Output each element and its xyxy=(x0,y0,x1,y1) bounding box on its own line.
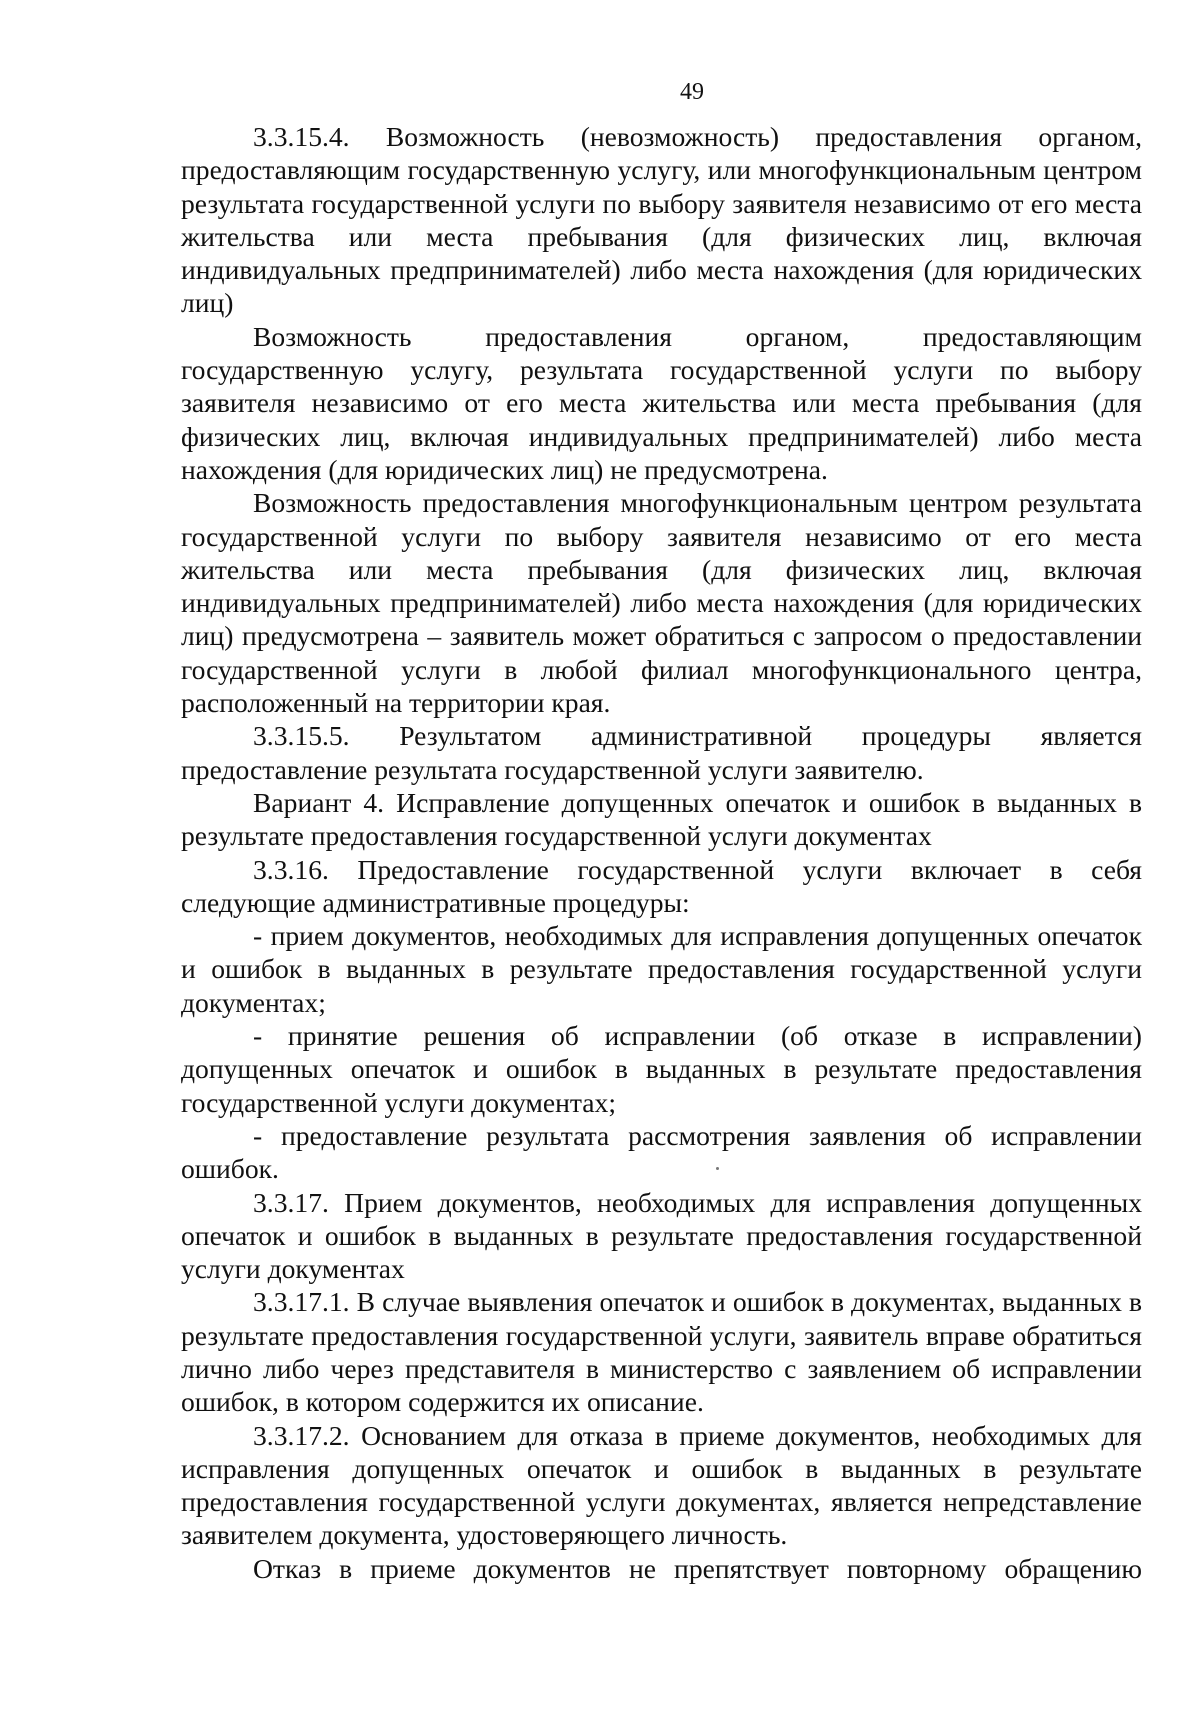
variant-4-heading: Вариант 4. Исправление допущенных опечаток и ошибок в выданных в результате предоставления государственной услуги документах xyxy=(181,786,1142,852)
paragraph-refusal-continued: Отказ в приеме документов не препятствует повторному обращению xyxy=(253,1552,1142,1584)
list-item-reception: - прием документов, необходимых для исправления допущенных опечаток и ошибок в выданных в результате предоставления государственной услуги документах; xyxy=(181,920,1142,1018)
list-item-decision: - принятие решения об исправлении (об отказе в исправлении) допущенных опечаток и ошибок в выданных в результате предоставления государственной услуги документах; xyxy=(181,1020,1142,1118)
paragraph-3-3-16: 3.3.16. Предоставление государственной услуги включает в себя следующие административные процедуры: xyxy=(181,853,1142,918)
paragraph-not-provided: Возможность предоставления органом, предоставляющим государственную услугу, результата государственной услуги по выбору заявителя независимо от его места жительства или места пребывания (для физических лиц, включая индивидуальных предпринимателей) либо места нахождения (для юридических лиц) не предусмотрена. xyxy=(181,320,1142,485)
document-body xyxy=(181,120,1142,1585)
paragraph-3-3-17-1: 3.3.17.1. В случае выявления опечаток и ошибок в документах, выданных в результате предоставления государственной услуги, заявитель вправе обратиться лично либо через представителя в министерство с заявлением об исправлении ошибок, в котором содержится их описание. xyxy=(181,1286,1142,1418)
paragraph-3-3-17: 3.3.17. Прием документов, необходимых для исправления допущенных опечаток и ошибок в выданных в результате предоставления государственной услуги документах xyxy=(181,1186,1142,1285)
paragraph-3-3-15-4: 3.3.15.4. Возможность (невозможность) предоставления органом, предоставляющим государственную услугу, или многофункциональным центром результата государственной услуги по выбору заявителя независимо от его места жительства или места пребывания (для физических лиц, включая индивидуальных предпринимателей) либо места нахождения (для юридических лиц) xyxy=(181,121,1142,319)
paragraph-mfc-provided: Возможность предоставления многофункциональным центром результата государственной услуги по выбору заявителя независимо от его места жительства или места пребывания (для физических лиц, включая индивидуальных предпринимателей) либо места нахождения (для юридических лиц) предусмотрена – заявитель может обратиться с запросом о предоставлении государственной услуги в любой филиал многофункционального центра, расположенный на территории края. xyxy=(181,487,1142,719)
list-item-result: - предоставление результата рассмотрения заявления об исправлении ошибок. xyxy=(181,1119,1142,1185)
paragraph-3-3-17-2: 3.3.17.2. Основанием для отказа в приеме документов, необходимых для исправления допущенных опечаток и ошибок в выданных в результате предоставления государственной услуги документах, является непредставление заявителем документа, удостоверяющего личность. xyxy=(181,1419,1142,1551)
scan-speck xyxy=(716,1167,719,1170)
paragraph-3-3-15-5: 3.3.15.5. Результатом административной процедуры является предоставление результата государственной услуги заявителю. xyxy=(181,720,1142,785)
page-number: 49 xyxy=(680,79,704,105)
